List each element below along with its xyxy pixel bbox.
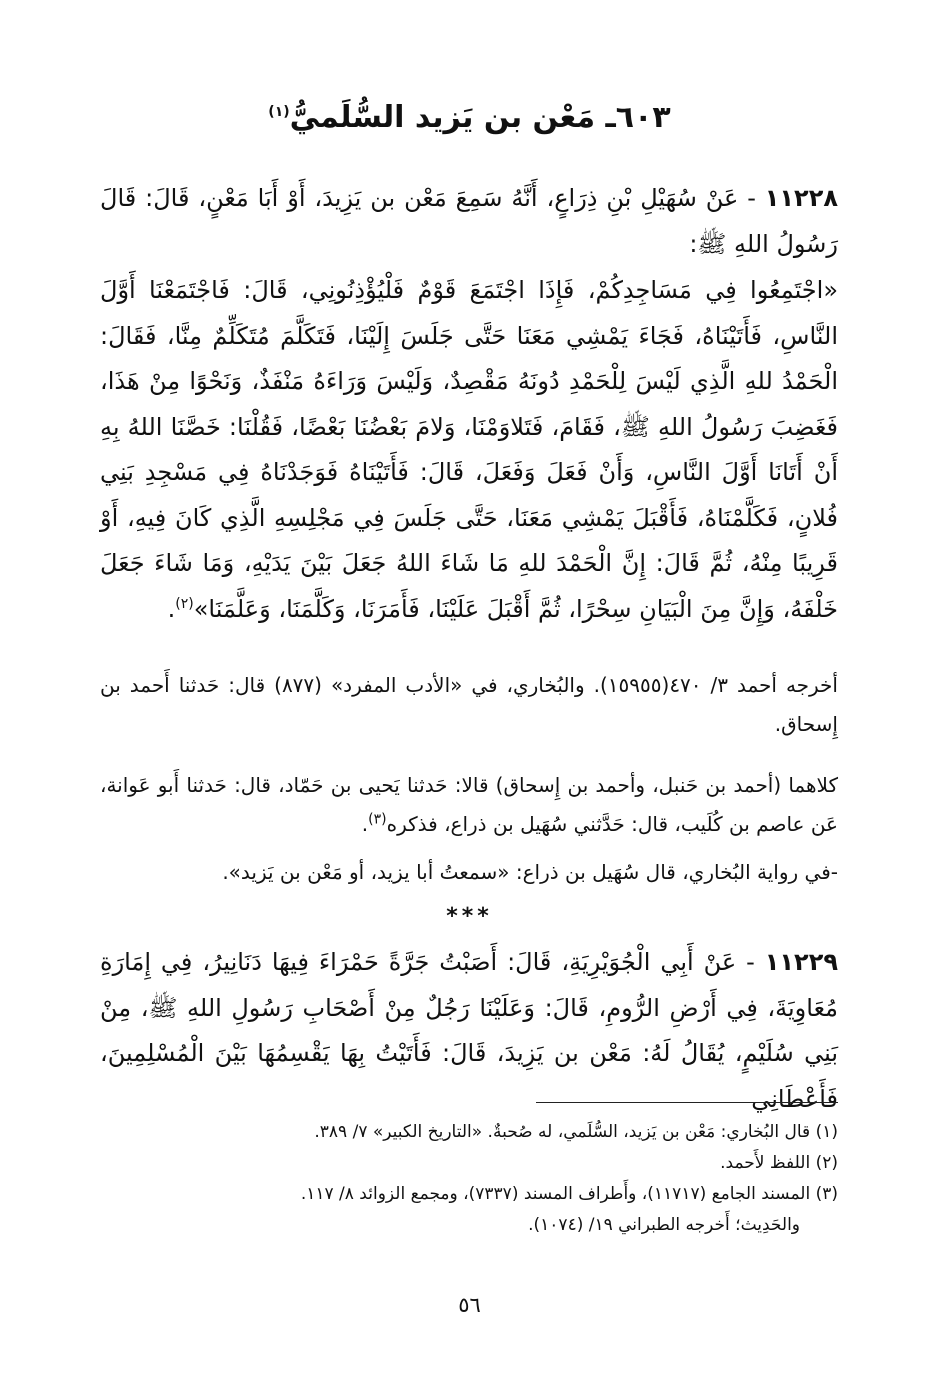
footnote-3: (٣) المسند الجامع (١١٧١٧)، وأَطراف المسند (٧٣٣٧)، ومجمع الزوائد ٨/ ١١٧. <box>300 1184 838 1204</box>
hadith-matn-text: «اجْتَمِعُوا فِي مَسَاجِدِكُمْ، فَإِذَا اجْتَمَعَ قَوْمٌ فَلْيُؤْذِنُونِي، قَالَ: فَاجْتَمَعْنَا أَوَّلَ النَّاسِ، فَأَتَيْنَاهُ، فَجَاءَ يَمْشِي مَعَنَا حَتَّى جَلَسَ إِلَيْنَا، فَتَكَلَّمَ مُتَكَلِّمٌ مِنَّا، فَقَالَ: الْحَمْدُ للهِ الَّذِي لَيْسَ لِلْحَمْدِ دُونَهُ مَقْصِدٌ، وَلَيْسَ وَرَاءَهُ مَنْفَذٌ، وَنَحْوًا مِنْ هَذَا، فَغَضِبَ رَسُولُ اللهِ ﷺ، فَقَامَ، فَتَلاوَمْنَا، وَلامَ بَعْضُنَا بَعْضًا، فَقُلْنَا: خَصَّنَا اللهُ بِهِ أَنْ أَتَانَا أَوَّلَ النَّاسِ، وَأَنْ فَعَلَ وَفَعَلَ، قَالَ: فَأَتَيْنَاهُ فَوَجَدْنَاهُ فِي مَسْجِدِ بَنِي فُلانٍ، فَكَلَّمْنَاهُ، فَأَقْبَلَ يَمْشِي مَعَنَا، حَتَّى جَلَسَ فِي مَجْلِسِهِ الَّذِي كَانَ فِيهِ، أَوْ قَرِيبًا مِنْهُ، ثُمَّ قَالَ: إِنَّ الْحَمْدَ للهِ مَا شَاءَ اللهُ جَعَلَ بَيْنَ يَدَيْهِ، وَمَا شَاءَ جَعَلَ خَلْفَهُ، وَإِنَّ مِنَ الْبَيَانِ سِحْرًا، ثُمَّ أَقْبَلَ عَلَيْنَا، فَأَمَرَنَا، وَكَلَّمَنَا، وَعَلَّمَنَا» <box>100 276 838 623</box>
takhrij-text-2: كلاهما (أحمد بن حَنبل، وأحمد بن إِسحاق) قالا: حَدثنا يَحيى بن حَمّاد، قال: حَدثنا أَبو عَوانة، عَن عاصم بن كُلَيب، قال: حَدَّثني سُهَيل بن ذراع، فذكره <box>100 773 838 836</box>
takhrij-paragraph-3 <box>100 853 838 892</box>
footnote-3-continuation: والحَدِيث؛ أَخرجه الطبراني ١٩/ (١٠٧٤). <box>528 1215 800 1235</box>
hadith-number: ١١٢٢٩ <box>764 948 838 976</box>
takhrij-footnote-ref: (٣) <box>368 811 387 828</box>
takhrij-paragraph-2 <box>100 766 838 844</box>
hadith-11228 <box>100 176 838 267</box>
chapter-heading <box>0 96 939 140</box>
matn-end-punct: . <box>167 594 176 623</box>
footnotes <box>100 1117 838 1241</box>
footnote-divider <box>536 1102 838 1103</box>
hadith-isnad: - عَنْ سُهَيْلِ بْنِ ذِرَاعٍ، أَنَّهُ سَمِعَ مَعْن بن يَزِيدَ، أَوْ أَبَا مَعْنٍ، قَالَ: قَالَ رَسُولُ اللهِ ﷺ: <box>100 184 838 258</box>
takhrij-end-punct: . <box>361 812 369 836</box>
footnote-1: (١) قال البُخاري: مَعْن بن يَزيد، السُّلَمي، له صُحبةٌ. «التاريخ الكبير» ٧/ ٣٨٩. <box>314 1122 838 1142</box>
page-number: ٥٦ <box>458 1293 481 1317</box>
hadith-text: - عَنْ أَبِي الْجُوَيْرِيَةِ، قَالَ: أَصَبْتُ جَرَّةً حَمْرَاءَ فِيهَا دَنَانِيرُ، فِي إِمَارَةِ مُعَاوِيَةَ، فِي أَرْضِ الرُّومِ، قَالَ: وَعَلَيْنَا رَجُلٌ مِنْ أَصْحَابِ رَسُولِ اللهِ ﷺ، مِنْ بَنِي سُلَيْمٍ، يُقَالُ لَهُ: مَعْن بن يَزِيدَ، قَالَ: فَأَتَيْتُ بِهَا يَقْسِمُهَا بَيْنَ الْمُسْلِمِينَ، فَأَعْطَانِي <box>100 948 838 1113</box>
chapter-title: ٦٠٣ـ مَعْن بن يَزيد السُّلَميُّ <box>289 100 671 135</box>
takhrij-paragraph-1 <box>100 666 838 744</box>
matn-footnote-ref: (٢) <box>175 595 194 612</box>
section-separator: *** <box>446 904 493 929</box>
footnote-2: (٢) اللفظ لأَحمد. <box>720 1153 838 1173</box>
hadith-number: ١١٢٢٨ <box>764 184 838 212</box>
takhrij-text-3: -في رواية البُخاري، قال سُهَيل بن ذراع: «سمعتُ أبا يزيد، أو مَعْن بن يَزيد». <box>222 860 838 884</box>
hadith-matn <box>100 268 838 632</box>
hadith-11229 <box>100 940 838 1122</box>
chapter-footnote-ref: (١) <box>268 104 290 120</box>
takhrij-text-1: أخرجه أحمد ٣/ ٤٧٠(١٥٩٥٥). والبُخاري، في «الأدب المفرد» (٨٧٧) قال: حَدثنا أَحمد بن إِسحاق. <box>100 673 838 736</box>
